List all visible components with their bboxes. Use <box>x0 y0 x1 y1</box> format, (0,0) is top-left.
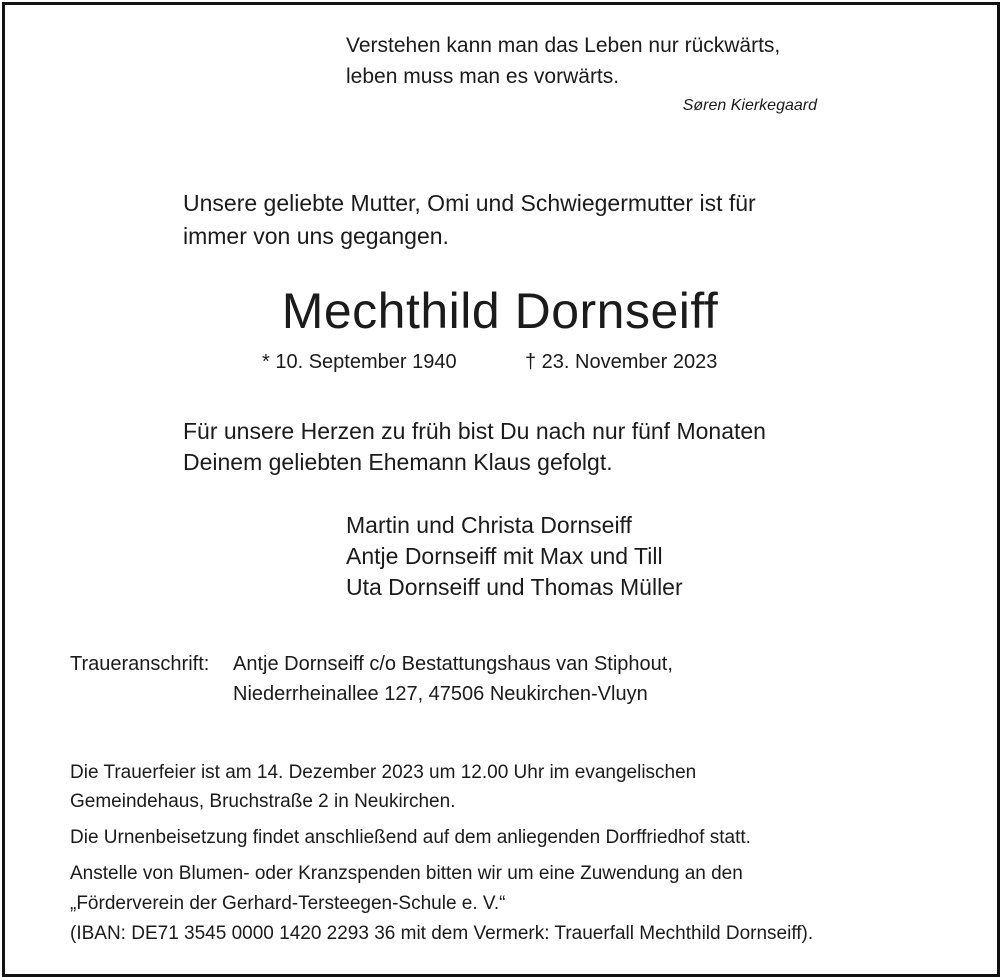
donation-line-3: (IBAN: DE71 3545 0000 1420 2293 36 mit dem Vermerk: Trauerfall Mechthild Dornseiff). <box>70 923 814 944</box>
quote-author: Søren Kierkegaard <box>682 97 817 114</box>
intro-line-1: Unsere geliebte Mutter, Omi und Schwiegermutter ist für <box>183 190 756 216</box>
burial-line: Die Urnenbeisetzung findet anschließend auf dem anliegenden Dorffriedhof statt. <box>70 827 751 848</box>
death-date: † 23. November 2023 <box>525 351 718 373</box>
family-member: Uta Dornseiff und Thomas Müller <box>346 574 683 600</box>
ceremony-line-2: Gemeindehaus, Bruchstraße 2 in Neukirchen. <box>70 791 456 812</box>
ceremony-line-1: Die Trauerfeier ist am 14. Dezember 2023 um 12.00 Uhr im evangelischen <box>70 762 697 783</box>
message-line-1: Für unsere Herzen zu früh bist Du nach nur fünf Monaten <box>183 418 766 444</box>
family-member: Antje Dornseiff mit Max und Till <box>346 543 663 569</box>
deceased-name: Mechthild Dornseiff <box>281 283 719 339</box>
birth-date: * 10. September 1940 <box>262 351 457 373</box>
message-line-2: Deinem geliebten Ehemann Klaus gefolgt. <box>183 449 613 475</box>
donation-line-1: Anstelle von Blumen- oder Kranzspenden bitten wir um eine Zuwendung an den <box>70 863 743 884</box>
intro-line-2: immer von uns gegangen. <box>183 223 449 249</box>
quote-line-2: leben muss man es vorwärts. <box>346 65 620 88</box>
address-line-2: Niederrheinallee 127, 47506 Neukirchen-Vluyn <box>233 683 648 705</box>
quote-line-1: Verstehen kann man das Leben nur rückwärts, <box>346 34 781 57</box>
family-member: Martin und Christa Dornseiff <box>346 512 632 538</box>
address-line-1: Antje Dornseiff c/o Bestattungshaus van Stiphout, <box>233 653 673 675</box>
address-label: Traueranschrift: <box>70 653 210 675</box>
donation-line-2: „Förderverein der Gerhard-Tersteegen-Schule e. V.“ <box>70 893 506 914</box>
